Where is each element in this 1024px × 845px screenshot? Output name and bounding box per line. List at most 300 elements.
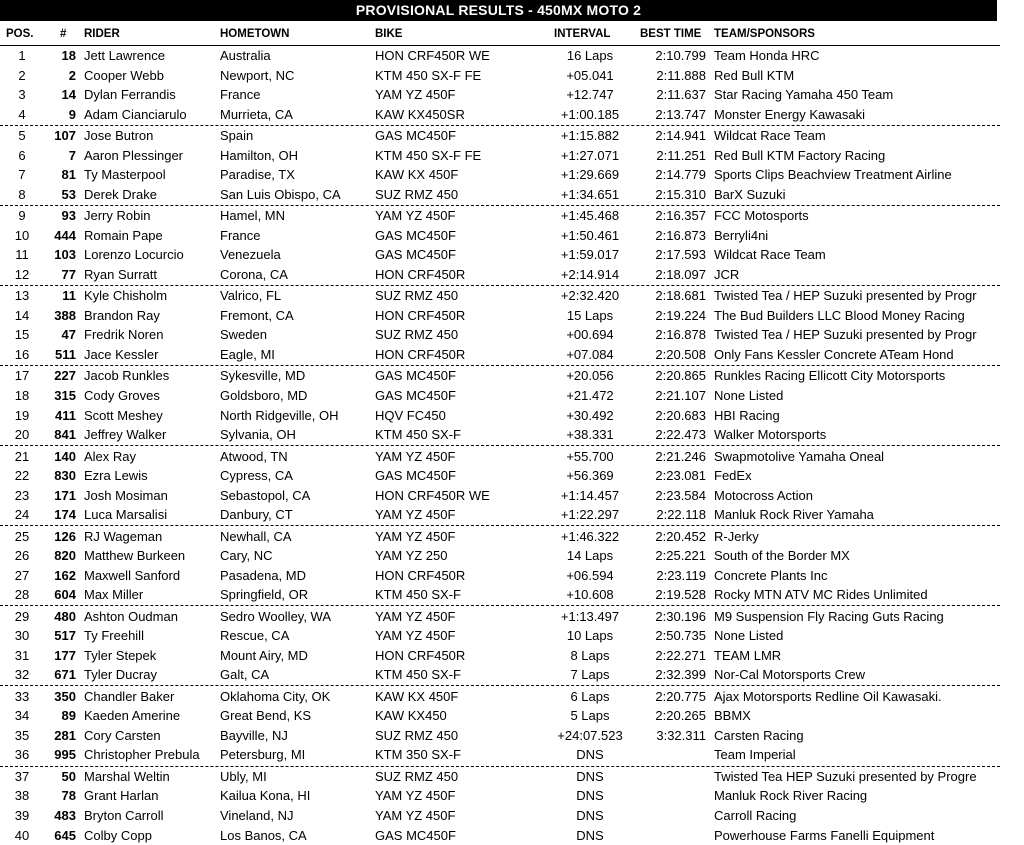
rider-cell: Ty Freehill	[84, 628, 144, 644]
interval-cell: +1:34.651	[560, 186, 620, 202]
best-time-cell: 2:22.118	[656, 507, 706, 523]
best-time-cell: 2:23.584	[655, 487, 706, 503]
bike-cell: GAS MC450F	[375, 368, 456, 384]
interval-cell: +10.608	[566, 587, 614, 603]
team-cell: R-Jerky	[714, 528, 759, 544]
table-row	[0, 626, 1024, 646]
rider-cell: Jett Lawrence	[84, 48, 165, 63]
interval-cell: +38.331	[566, 427, 614, 443]
rider-cell: Colby Copp	[84, 827, 152, 843]
table-row	[0, 306, 1024, 326]
best-time-cell: 2:20.452	[655, 528, 706, 544]
number-cell: 77	[61, 266, 76, 282]
interval-cell: 16 Laps	[566, 48, 614, 63]
team-cell: Red Bull KTM	[714, 67, 795, 83]
hometown-cell: Bayville, NJ	[220, 727, 288, 743]
table-row	[0, 286, 1024, 306]
bike-cell: HON CRF450R WE	[375, 48, 490, 63]
number-cell: 50	[61, 768, 76, 784]
position-cell: 1	[18, 48, 26, 63]
table-row	[0, 226, 1024, 246]
best-time-cell: 2:11.888	[656, 67, 706, 83]
rider-cell: Ashton Oudman	[84, 608, 178, 624]
bike-cell: SUZ RMZ 450	[375, 327, 459, 343]
number-cell: 645	[54, 827, 76, 843]
team-cell: Nor-Cal Motorsports Crew	[714, 667, 865, 683]
rider-cell: Jerry Robin	[84, 208, 151, 224]
best-time-cell: 2:16.873	[655, 227, 706, 243]
hometown-cell: Cary, NC	[220, 548, 273, 564]
hometown-cell: Fremont, CA	[220, 307, 294, 323]
rider-cell: Scott Meshey	[84, 407, 163, 423]
best-time-cell: 2:20.265	[655, 708, 706, 724]
header-hometown: HOMETOWN	[220, 28, 290, 40]
table-row	[0, 206, 1024, 226]
rider-cell: Kyle Chisholm	[84, 288, 168, 304]
bike-cell: GAS MC450F	[375, 227, 456, 243]
interval-cell: +05.041	[566, 67, 614, 83]
team-cell: Runkles Racing Ellicott City Motorsports	[714, 368, 946, 384]
interval-cell: +1:13.497	[560, 608, 620, 624]
best-time-cell: 2:17.593	[655, 247, 706, 263]
bike-cell: GAS MC450F	[375, 387, 456, 403]
bike-cell: GAS MC450F	[375, 468, 456, 484]
interval-cell: +1:45.468	[560, 208, 620, 224]
team-cell: Carsten Racing	[714, 727, 804, 743]
rider-cell: Grant Harlan	[84, 788, 159, 804]
rider-cell: Matthew Burkeen	[84, 548, 186, 564]
team-cell: Swapmotolive Yamaha Oneal	[714, 448, 885, 464]
best-time-cell: 2:13.747	[655, 106, 706, 122]
best-time-cell: 2:16.357	[655, 208, 706, 224]
rider-cell: Jeffrey Walker	[84, 427, 167, 443]
number-cell: 174	[54, 507, 76, 523]
header-team: TEAM/SPONSORS	[714, 28, 815, 40]
team-cell: None Listed	[714, 387, 784, 403]
bike-cell: KAW KX 450F	[375, 688, 459, 704]
bike-cell: HON CRF450R	[375, 567, 466, 583]
bike-cell: KTM 450 SX-F FE	[375, 147, 482, 163]
team-cell: Wildcat Race Team	[714, 247, 826, 263]
header-interval: INTERVAL	[554, 28, 611, 40]
team-cell: M9 Suspension Fly Racing Guts Racing	[714, 608, 944, 624]
interval-cell: DNS	[576, 808, 604, 823]
best-time-cell: 2:15.310	[655, 186, 706, 202]
table-row	[0, 726, 1024, 746]
table-row	[0, 826, 1024, 845]
bike-cell: SUZ RMZ 450	[375, 768, 459, 784]
hometown-cell: Sedro Woolley, WA	[220, 608, 332, 624]
hometown-cell: Hamilton, OH	[220, 147, 299, 163]
position-cell: 9	[18, 208, 26, 224]
bike-cell: SUZ RMZ 450	[375, 727, 459, 743]
position-cell: 13	[14, 288, 30, 304]
team-cell: Only Fans Kessler Concrete ATeam Hond	[714, 346, 954, 362]
position-cell: 21	[14, 448, 30, 464]
rider-cell: Bryton Carroll	[84, 808, 164, 823]
rider-cell: Ezra Lewis	[84, 468, 148, 484]
interval-cell: 6 Laps	[570, 688, 610, 704]
table-row	[0, 447, 1024, 467]
position-cell: 31	[14, 647, 30, 663]
rider-cell: Maxwell Sanford	[84, 567, 181, 583]
bike-cell: YAM YZ 450F	[375, 788, 456, 804]
table-row	[0, 786, 1024, 806]
best-time-cell: 2:20.865	[655, 368, 706, 384]
best-time-cell: 2:22.473	[655, 427, 706, 443]
table-row	[0, 806, 1024, 826]
position-cell: 24	[14, 507, 30, 523]
interval-cell: +1:27.071	[560, 147, 620, 163]
hometown-cell: Springfield, OR	[220, 587, 309, 603]
number-cell: 281	[54, 727, 76, 743]
interval-cell: DNS	[576, 827, 604, 843]
hometown-cell: Sykesville, MD	[220, 368, 306, 384]
table-row	[0, 185, 1024, 205]
interval-cell: +30.492	[566, 407, 614, 423]
position-cell: 36	[14, 747, 30, 763]
header-bike: BIKE	[375, 28, 403, 40]
position-cell: 18	[14, 387, 30, 403]
table-row	[0, 85, 1024, 105]
interval-cell: +1:22.297	[560, 507, 620, 523]
rider-cell: Ryan Surratt	[84, 266, 157, 282]
team-cell: Twisted Tea HEP Suzuki presented by Progre	[714, 768, 977, 784]
number-cell: 126	[54, 528, 76, 544]
table-row	[0, 546, 1024, 566]
hometown-cell: Sebastopol, CA	[220, 487, 311, 503]
rider-cell: Cody Groves	[84, 387, 160, 403]
bike-cell: YAM YZ 250	[375, 548, 448, 564]
hometown-cell: Sylvania, OH	[220, 427, 296, 443]
hometown-cell: France	[220, 227, 261, 243]
table-row	[0, 665, 1024, 685]
team-cell: BarX Suzuki	[714, 186, 786, 202]
bike-cell: KTM 450 SX-F	[375, 667, 461, 683]
number-cell: 517	[54, 628, 76, 644]
interval-cell: +20.056	[566, 368, 614, 384]
interval-cell: +2:14.914	[560, 266, 620, 282]
interval-cell: +07.084	[566, 346, 614, 362]
team-cell: Concrete Plants Inc	[714, 567, 828, 583]
position-cell: 23	[14, 487, 30, 503]
best-time-cell: 2:16.878	[655, 327, 706, 343]
hometown-cell: Eagle, MI	[220, 346, 275, 362]
table-row	[0, 386, 1024, 406]
position-cell: 35	[14, 727, 30, 743]
interval-cell: +1:50.461	[560, 227, 620, 243]
hometown-cell: Cypress, CA	[220, 468, 293, 484]
bike-cell: HON CRF450R	[375, 266, 466, 282]
number-cell: 103	[54, 247, 76, 263]
interval-cell: +1:59.017	[560, 247, 620, 263]
best-time-cell: 2:20.508	[655, 346, 706, 362]
rider-cell: Christopher Prebula	[84, 747, 200, 763]
table-row	[0, 245, 1024, 265]
position-cell: 7	[18, 167, 26, 183]
number-cell: 444	[54, 227, 76, 243]
bike-cell: KTM 450 SX-F	[375, 427, 461, 443]
team-cell: Berryli4ni	[714, 227, 769, 243]
position-cell: 19	[14, 407, 30, 423]
hometown-cell: North Ridgeville, OH	[220, 407, 339, 423]
interval-cell: +1:14.457	[560, 487, 620, 503]
position-cell: 37	[14, 768, 30, 784]
header-best-time: BEST TIME	[640, 28, 702, 40]
bike-cell: KTM 350 SX-F	[375, 747, 461, 763]
table-row	[0, 486, 1024, 506]
number-cell: 9	[68, 106, 76, 122]
hometown-cell: Oklahoma City, OK	[220, 688, 331, 704]
number-cell: 483	[54, 808, 76, 823]
table-row	[0, 66, 1024, 86]
bike-cell: KAW KX450SR	[375, 106, 465, 122]
interval-cell: DNS	[576, 768, 604, 784]
hometown-cell: France	[220, 87, 261, 103]
header-rider: RIDER	[84, 28, 120, 40]
bike-cell: YAM YZ 450F	[375, 208, 456, 224]
interval-cell: +1:00.185	[560, 106, 620, 122]
position-cell: 29	[14, 608, 30, 624]
team-cell: Ajax Motorsports Redline Oil Kawasaki.	[714, 688, 942, 704]
interval-cell: DNS	[576, 788, 604, 804]
rider-cell: Cory Carsten	[84, 727, 161, 743]
number-cell: 7	[68, 147, 76, 163]
hometown-cell: Sweden	[220, 327, 267, 343]
position-cell: 30	[14, 628, 30, 644]
number-cell: 388	[54, 307, 76, 323]
rider-cell: Jose Butron	[84, 128, 154, 144]
position-cell: 2	[18, 67, 26, 83]
team-cell: Motocross Action	[714, 487, 813, 503]
bike-cell: GAS MC450F	[375, 128, 456, 144]
table-row	[0, 126, 1024, 146]
position-cell: 26	[14, 548, 30, 564]
hometown-cell: Vineland, NJ	[220, 808, 294, 823]
hometown-cell: Petersburg, MI	[220, 747, 306, 763]
number-cell: 177	[54, 647, 76, 663]
rider-cell: Dylan Ferrandis	[84, 87, 176, 103]
rider-cell: Josh Mosiman	[84, 487, 168, 503]
hometown-cell: Hamel, MN	[220, 208, 286, 224]
position-cell: 6	[18, 147, 26, 163]
number-cell: 2	[68, 67, 76, 83]
number-cell: 53	[61, 186, 76, 202]
bike-cell: KAW KX 450F	[375, 167, 459, 183]
hometown-cell: Atwood, TN	[220, 448, 288, 464]
team-cell: Twisted Tea / HEP Suzuki presented by Progr	[714, 288, 977, 304]
bike-cell: KTM 450 SX-F FE	[375, 67, 482, 83]
interval-cell: 15 Laps	[566, 307, 614, 323]
team-cell: Twisted Tea / HEP Suzuki presented by Progr	[714, 327, 977, 343]
rider-cell: Tyler Ducray	[84, 667, 157, 683]
team-cell: Carroll Racing	[714, 808, 797, 823]
hometown-cell: Mount Airy, MD	[220, 647, 308, 663]
bike-cell: HON CRF450R	[375, 647, 466, 663]
bike-cell: YAM YZ 450F	[375, 808, 456, 823]
rider-cell: Adam Cianciarulo	[84, 106, 187, 122]
number-cell: 350	[54, 688, 76, 704]
hometown-cell: Ubly, MI	[220, 768, 267, 784]
hometown-cell: Paradise, TX	[220, 167, 295, 183]
position-cell: 25	[14, 528, 30, 544]
position-cell: 34	[14, 708, 30, 724]
interval-cell: +1:15.882	[560, 128, 620, 144]
number-cell: 81	[61, 167, 76, 183]
hometown-cell: Galt, CA	[220, 667, 270, 683]
hometown-cell: Los Banos, CA	[220, 827, 307, 843]
rider-cell: Aaron Plessinger	[84, 147, 183, 163]
team-cell: Team Imperial	[714, 747, 796, 763]
best-time-cell: 2:10.799	[655, 48, 706, 63]
hometown-cell: Great Bend, KS	[220, 708, 312, 724]
table-row	[0, 706, 1024, 726]
hometown-cell: Newport, NC	[220, 67, 295, 83]
position-cell: 32	[14, 667, 30, 683]
interval-cell: DNS	[576, 747, 604, 763]
position-cell: 28	[14, 587, 30, 603]
team-cell: HBI Racing	[714, 407, 780, 423]
number-cell: 162	[54, 567, 76, 583]
bike-cell: YAM YZ 450F	[375, 448, 456, 464]
rider-cell: Cooper Webb	[84, 67, 164, 83]
rider-cell: Brandon Ray	[84, 307, 160, 323]
number-cell: 315	[54, 387, 76, 403]
header-number: #	[60, 28, 67, 40]
interval-cell: 10 Laps	[566, 628, 614, 644]
number-cell: 995	[54, 747, 76, 763]
table-row	[0, 767, 1024, 787]
bike-cell: HON CRF450R WE	[375, 487, 490, 503]
team-cell: Star Racing Yamaha 450 Team	[714, 87, 894, 103]
number-cell: 830	[54, 468, 76, 484]
rider-cell: Marshal Weltin	[84, 768, 170, 784]
number-cell: 511	[55, 346, 76, 362]
bike-cell: YAM YZ 450F	[375, 87, 456, 103]
hometown-cell: Rescue, CA	[220, 628, 290, 644]
rider-cell: Tyler Stepek	[84, 647, 157, 663]
interval-cell: +00.694	[566, 327, 614, 343]
team-cell: FCC Motosports	[714, 208, 809, 224]
position-cell: 11	[15, 247, 29, 263]
table-row	[0, 566, 1024, 586]
best-time-cell: 2:19.224	[655, 307, 706, 323]
position-cell: 33	[14, 688, 30, 704]
table-row	[0, 406, 1024, 426]
best-time-cell: 2:30.196	[655, 608, 706, 624]
table-row	[0, 505, 1024, 525]
team-cell: JCR	[714, 266, 740, 282]
rider-cell: Ty Masterpool	[84, 167, 166, 183]
best-time-cell: 2:22.271	[655, 647, 706, 663]
table-row	[0, 46, 1024, 66]
table-row	[0, 325, 1024, 345]
position-cell: 17	[14, 368, 30, 384]
bike-cell: KTM 450 SX-F	[375, 587, 461, 603]
position-cell: 40	[14, 827, 30, 843]
interval-cell: +1:46.322	[560, 528, 620, 544]
number-cell: 227	[54, 368, 76, 384]
interval-cell: 8 Laps	[570, 647, 610, 663]
hometown-cell: Newhall, CA	[220, 528, 292, 544]
position-cell: 39	[14, 808, 30, 823]
hometown-cell: Corona, CA	[220, 266, 288, 282]
table-row	[0, 265, 1024, 285]
position-cell: 8	[18, 186, 26, 202]
results-title: PROVISIONAL RESULTS - 450MX MOTO 2	[0, 0, 997, 21]
number-cell: 140	[54, 448, 76, 464]
hometown-cell: Venezuela	[220, 247, 281, 263]
rider-cell: Alex Ray	[84, 448, 137, 464]
team-cell: The Bud Builders LLC Blood Money Racing	[714, 307, 965, 323]
number-cell: 604	[54, 587, 76, 603]
bike-cell: YAM YZ 450F	[375, 628, 456, 644]
rider-cell: Luca Marsalisi	[84, 507, 168, 523]
rider-cell: Kaeden Amerine	[84, 708, 181, 724]
bike-cell: GAS MC450F	[375, 247, 456, 263]
table-row	[0, 165, 1024, 185]
table-row	[0, 585, 1024, 605]
table-row	[0, 687, 1024, 707]
interval-cell: +06.594	[566, 567, 614, 583]
interval-cell: +1:29.669	[560, 167, 620, 183]
position-cell: 15	[14, 327, 30, 343]
number-cell: 841	[54, 427, 76, 443]
number-cell: 671	[54, 667, 76, 683]
best-time-cell: 2:14.941	[655, 128, 706, 144]
bike-cell: YAM YZ 450F	[375, 608, 456, 624]
hometown-cell: Kailua Kona, HI	[220, 788, 311, 804]
position-cell: 4	[18, 106, 26, 122]
number-cell: 93	[61, 208, 76, 224]
team-cell: Walker Motorsports	[714, 427, 827, 443]
position-cell: 27	[14, 567, 30, 583]
best-time-cell: 2:11.251	[656, 147, 706, 163]
number-cell: 14	[61, 87, 76, 103]
position-cell: 38	[14, 788, 30, 804]
rider-cell: RJ Wageman	[84, 528, 163, 544]
rider-cell: Jace Kessler	[84, 346, 159, 362]
best-time-cell: 2:19.528	[655, 587, 706, 603]
position-cell: 20	[14, 427, 30, 443]
interval-cell: +55.700	[566, 448, 614, 464]
interval-cell: 14 Laps	[566, 548, 614, 564]
hometown-cell: Australia	[220, 48, 271, 63]
team-cell: Rocky MTN ATV MC Rides Unlimited	[714, 587, 928, 603]
rider-cell: Lorenzo Locurcio	[84, 247, 184, 263]
number-cell: 411	[55, 407, 76, 423]
number-cell: 820	[54, 548, 76, 564]
best-time-cell: 2:11.637	[656, 87, 706, 103]
rider-cell: Derek Drake	[84, 186, 157, 202]
interval-cell: 5 Laps	[570, 708, 610, 724]
team-cell: TEAM LMR	[714, 647, 782, 663]
best-time-cell: 2:18.097	[655, 266, 706, 282]
best-time-cell: 2:25.221	[655, 548, 706, 564]
number-cell: 171	[54, 487, 76, 503]
rider-cell: Jacob Runkles	[84, 368, 170, 384]
table-row	[0, 146, 1024, 166]
bike-cell: SUZ RMZ 450	[375, 288, 459, 304]
team-cell: BBMX	[714, 708, 751, 724]
position-cell: 12	[14, 266, 30, 282]
hometown-cell: Murrieta, CA	[220, 106, 293, 122]
table-row	[0, 105, 1024, 125]
position-cell: 5	[18, 128, 26, 144]
team-cell: South of the Border MX	[714, 548, 850, 564]
best-time-cell: 2:21.107	[655, 387, 706, 403]
team-cell: Powerhouse Farms Fanelli Equipment	[714, 827, 935, 843]
